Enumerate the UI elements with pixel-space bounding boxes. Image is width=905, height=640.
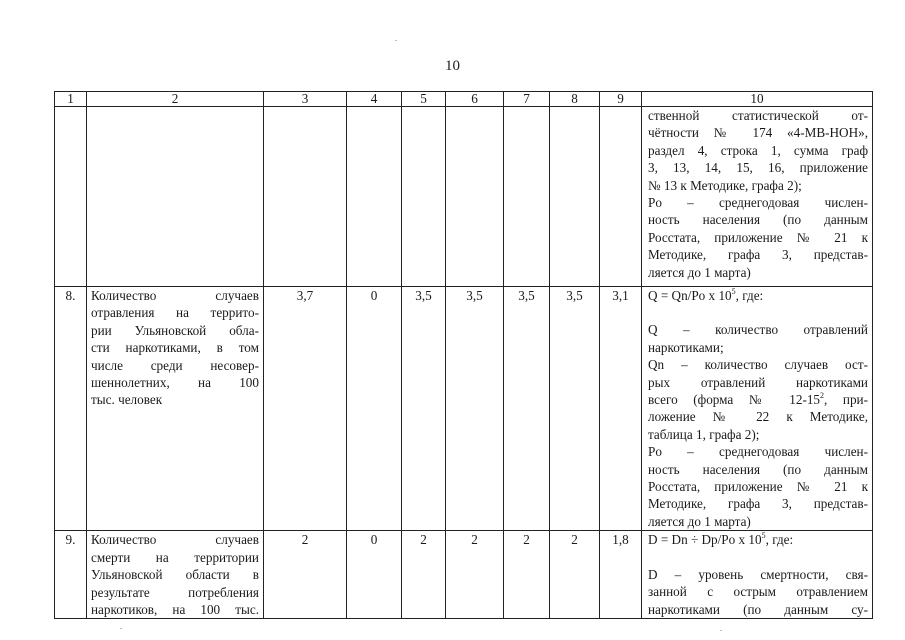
column-header: 8: [550, 92, 600, 107]
text-line: Po – среднегодовая числен-: [648, 444, 868, 460]
scan-speck: [395, 40, 397, 41]
text-line: ляется до 1 марта): [648, 513, 751, 529]
table-row-8: [55, 287, 873, 531]
column-header: 2: [87, 92, 264, 107]
empty-cell: [446, 107, 504, 287]
value-cell: 3,7: [264, 287, 347, 531]
table-row-continuation: [55, 107, 873, 287]
text-line: занной с острым отравлением: [648, 584, 868, 600]
value-cell: 0: [347, 287, 402, 531]
text-line: 3, 13, 14, 15, 16, приложение: [648, 160, 868, 176]
empty-cell: [402, 107, 446, 287]
text-line: наркотиками (по данным су-: [648, 601, 868, 617]
row-number: 9.: [55, 531, 87, 619]
page-number: 10: [445, 58, 460, 74]
text-line: Ульяновской области в: [91, 567, 259, 583]
value-cell: 1,8: [600, 531, 642, 619]
value-cell: 2: [264, 531, 347, 619]
indicators-table: [54, 91, 873, 619]
column-header: 1: [55, 92, 87, 107]
indicator-description: [87, 287, 264, 531]
text-line: ность населения (по данным: [648, 212, 868, 228]
text-line: ность населения (по данным: [648, 461, 868, 477]
text-line: Росстата, приложение № 21 к: [648, 229, 868, 245]
text-line: Po – среднегодовая числен-: [648, 195, 868, 211]
text-line: отравления на террито-: [91, 305, 259, 321]
value-cell: 3,5: [402, 287, 446, 531]
value-cell: 2: [550, 531, 600, 619]
text-line: рии Ульяновской обла-: [91, 322, 259, 338]
formula-line: D = Dn ÷ Dp/Po x $10^5$, где:: [648, 531, 794, 548]
text-line: числе среди несовер-: [91, 357, 259, 373]
text-line: таблица 1, графа 2);: [648, 426, 760, 442]
text-line: тыс. человек: [91, 392, 163, 408]
empty-cell: [550, 107, 600, 287]
text-line: Количество случаев: [91, 288, 259, 303]
text-line: Методике, графа 3, представ-: [648, 496, 868, 512]
column-header: 5: [402, 92, 446, 107]
value-cell: 3,1: [600, 287, 642, 531]
column-header: 9: [600, 92, 642, 107]
text-line: D – уровень смертности, свя-: [648, 566, 868, 582]
formula-line: Q = Qn/Po x $10^5$, где:: [648, 287, 764, 303]
value-cell: 3,5: [504, 287, 550, 531]
text-line: Количество случаев: [91, 532, 259, 548]
value-cell: 3,5: [550, 287, 600, 531]
value-cell: 2: [504, 531, 550, 619]
indicator-description: [87, 531, 264, 619]
column-header: 7: [504, 92, 550, 107]
text-line: всего (форма № $12-15^2$, при-: [648, 391, 868, 408]
column-header: 10: [642, 92, 873, 107]
text-line: сти наркотиками, в том: [91, 340, 259, 356]
empty-cell: [347, 107, 402, 287]
column-header: 4: [347, 92, 402, 107]
scan-speck: [120, 628, 122, 629]
text-line: смерти на территории: [91, 549, 259, 565]
text-line: наркотиками;: [648, 339, 724, 355]
text-line: раздел 4, строка 1, сумма граф: [648, 142, 868, 158]
text-line: ственной статистической от-: [648, 108, 868, 123]
column-header: 6: [446, 92, 504, 107]
methodology-cell: [642, 287, 873, 531]
text-line: ложение № 22 к Методике,: [648, 409, 868, 425]
text-line: результате потребления: [91, 584, 259, 600]
value-cell: 2: [446, 531, 504, 619]
empty-cell: [600, 107, 642, 287]
methodology-cell: [642, 107, 873, 287]
text-line: Росстата, приложение № 21 к: [648, 479, 868, 495]
text-line: Q – количество отравлений: [648, 322, 868, 338]
row-number: 8.: [55, 287, 87, 531]
table-row-9: [55, 531, 873, 619]
column-header: 3: [264, 92, 347, 107]
text-line: наркотиков, на 100 тыс.: [91, 601, 259, 617]
text-line: Методике, графа 3, представ-: [648, 247, 868, 263]
value-cell: 3,5: [446, 287, 504, 531]
column-number-header-row: [55, 92, 873, 107]
empty-cell: [87, 107, 264, 287]
text-line: шеннолетних, на 100: [91, 375, 259, 391]
empty-cell: [264, 107, 347, 287]
value-cell: 2: [402, 531, 446, 619]
empty-cell: [504, 107, 550, 287]
text-line: № 13 к Методике, графа 2);: [648, 177, 802, 193]
text-line: рых отравлений наркотиками: [648, 374, 868, 390]
empty-cell: [55, 107, 87, 287]
methodology-cell: [642, 531, 873, 619]
text-line: чётности № 174 «4-МВ-НОН»,: [648, 125, 868, 141]
text-line: Qn – количество случаев ост-: [648, 357, 868, 373]
text-line: ляется до 1 марта): [648, 264, 751, 280]
scan-speck: [720, 630, 722, 631]
value-cell: 0: [347, 531, 402, 619]
